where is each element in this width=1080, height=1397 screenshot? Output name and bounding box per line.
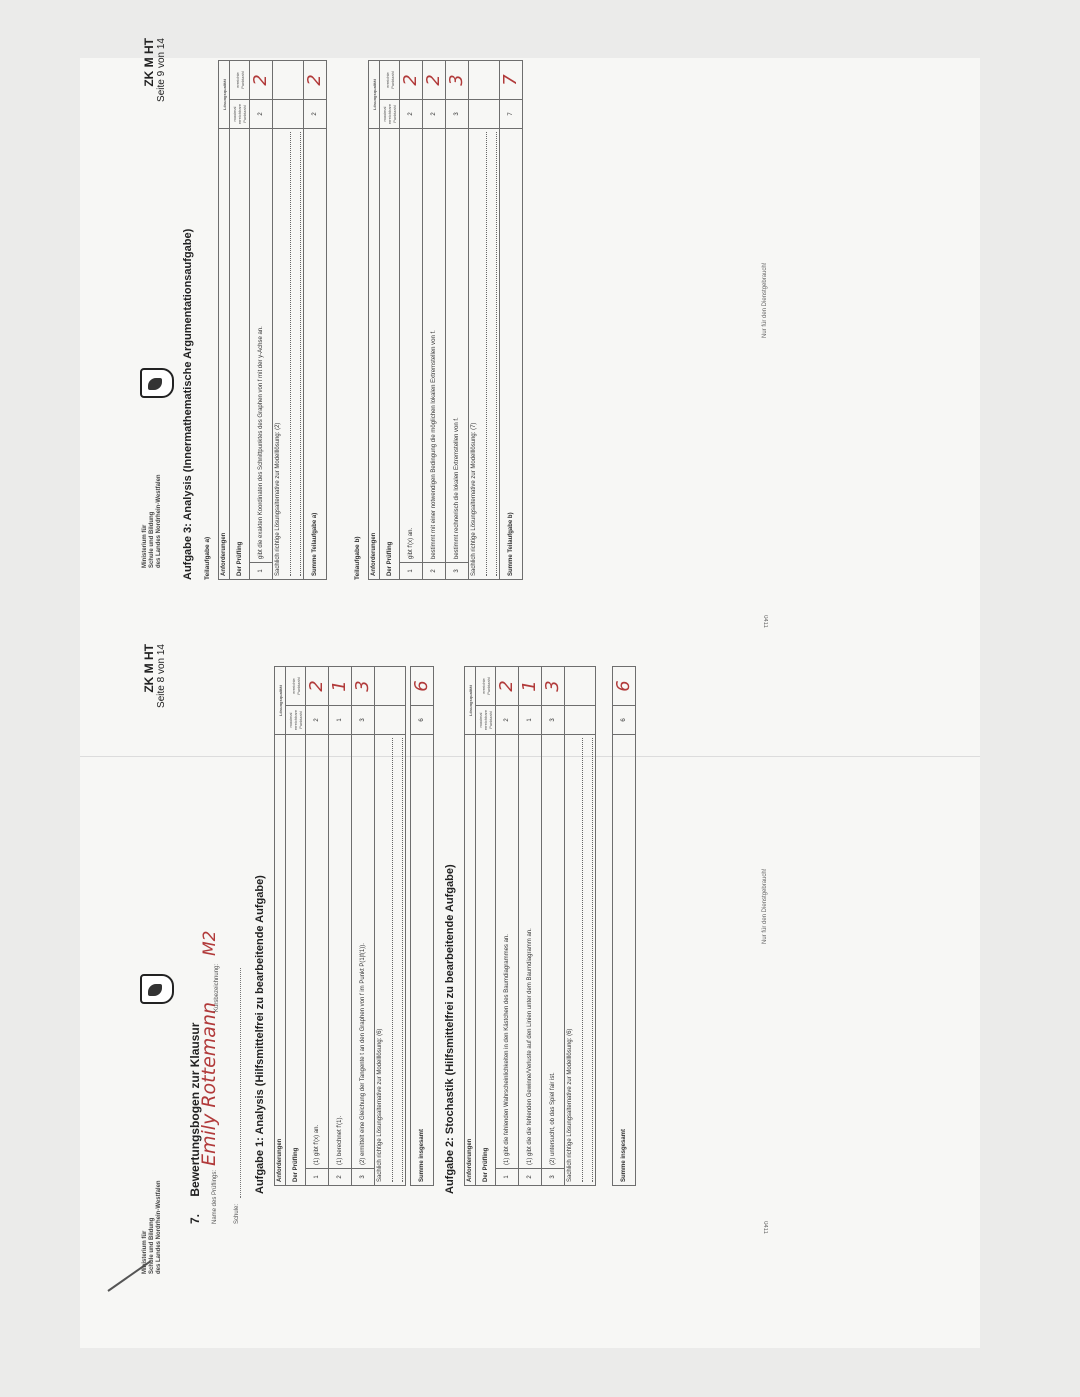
row-max-points: 3 xyxy=(352,706,375,735)
row-max-points: 3 xyxy=(446,100,469,129)
ministry-line: des Landes Nordrhein-Westfalen xyxy=(156,1180,162,1274)
col-header-requirements: Anforderungen xyxy=(465,735,476,1186)
col-header-max: maximal erreichbare Punktzahl xyxy=(230,100,250,129)
course-handwritten: M2 xyxy=(200,930,220,956)
ministry-header xyxy=(142,474,163,568)
col-header-candidate: Der Prüfling xyxy=(476,735,496,1186)
col-header-max: maximal erreichbare Punktzahl xyxy=(286,706,306,735)
row-max-points: 2 xyxy=(250,100,273,129)
row-max-points: 2 xyxy=(496,706,519,735)
sum-achieved-handwritten: 7 xyxy=(500,61,523,100)
exam-code-text: ZK M HT xyxy=(142,644,156,693)
ministry-line: Ministerium für xyxy=(142,524,148,568)
row-achieved-handwritten: 3 xyxy=(542,667,565,706)
exam-code-text: ZK M HT xyxy=(142,38,156,87)
table-row xyxy=(496,667,519,1186)
page-9 xyxy=(142,28,1042,668)
part-b-table xyxy=(368,60,523,580)
row-achieved-handwritten: 1 xyxy=(329,667,352,706)
course-label: Kursbezeichnung: xyxy=(214,963,220,1012)
side-code: 0411 xyxy=(762,615,768,628)
col-header-requirements: Anforderungen xyxy=(219,129,230,580)
col-header-achieved: erreichte Punktzahl xyxy=(380,61,400,100)
table-row xyxy=(423,61,446,580)
sum-label: Summe Teilaufgabe b) xyxy=(500,129,523,580)
row-requirement: (2) untersucht, ob das Spiel fair ist. xyxy=(542,735,565,1169)
ministry-line: des Landes Nordrhein-Westfalen xyxy=(156,474,162,568)
page-8 xyxy=(142,634,1042,1274)
row-max-points: 2 xyxy=(306,706,329,735)
row-number: 2 xyxy=(329,1169,352,1186)
row-achieved-handwritten: 2 xyxy=(306,667,329,706)
col-header-quality: Lösungsqualität xyxy=(465,667,476,735)
row-achieved-handwritten: 2 xyxy=(400,61,423,100)
footer-note: Nur für den Dienstgebrauch! xyxy=(762,868,768,944)
school-label: Schule: xyxy=(234,1203,240,1224)
sum-label: Summe insgesamt xyxy=(613,735,636,1186)
name-label: Name des Prüflings: xyxy=(212,1169,218,1224)
row-number: 1 xyxy=(400,563,423,580)
col-header-requirements: Anforderungen xyxy=(275,735,286,1186)
row-max-points: 1 xyxy=(329,706,352,735)
table-row xyxy=(352,667,375,1186)
heading-text: Bewertungsbogen zur Klausur xyxy=(188,1022,202,1197)
col-header-max: maximal erreichbare Punktzahl xyxy=(380,100,400,129)
alt-solution-cell xyxy=(469,129,500,580)
alt-solution-text: Sachlich richtige Lösungsalternative zur Modelllösung: (7) xyxy=(471,422,477,576)
ministry-line: Schule und Bildung xyxy=(149,511,155,568)
col-header-achieved: erreichte Punktzahl xyxy=(476,667,496,706)
row-number: 3 xyxy=(352,1169,375,1186)
school-line xyxy=(240,968,241,1198)
row-achieved-handwritten: 2 xyxy=(250,61,273,100)
row-achieved-handwritten: 3 xyxy=(446,61,469,100)
ministry-header xyxy=(142,1180,163,1274)
sum-achieved-handwritten: 6 xyxy=(613,667,636,706)
ministry-line: Schule und Bildung xyxy=(149,1217,155,1274)
row-requirement: (1) gibt die die fehlenden Gewinne/Verluste auf den Linien unter dem Baumdiagramm an. xyxy=(519,735,542,1169)
row-max-points: 1 xyxy=(519,706,542,735)
row-achieved-handwritten: 2 xyxy=(496,667,519,706)
row-max-points: 3 xyxy=(542,706,565,735)
col-header-candidate: Der Prüfling xyxy=(286,735,306,1186)
page-number: Seite 9 von 14 xyxy=(156,38,167,102)
row-requirement: (1) gibt die fehlenden Wahrscheinlichkeiten in den Kästchen des Baumdiagrammes an. xyxy=(496,735,519,1169)
heading-number: 7. xyxy=(188,1213,202,1224)
page-number: Seite 8 von 14 xyxy=(156,644,167,708)
task1-title: Aufgabe 1: Analysis (Hilfsmittelfrei zu bearbeitende Aufgabe) xyxy=(254,875,266,1194)
alt-solution-cell xyxy=(565,735,596,1186)
alt-solution-cell xyxy=(375,735,406,1186)
row-max-points: 2 xyxy=(400,100,423,129)
table-row xyxy=(446,61,469,580)
task3-title: Aufgabe 3: Analysis (Innermathematische Argumentationsaufgabe) xyxy=(182,228,194,580)
row-achieved-handwritten: 1 xyxy=(519,667,542,706)
task2-sum-table xyxy=(612,666,636,1186)
col-header-requirements: Anforderungen xyxy=(369,129,380,580)
part-a-label: Teilaufgabe a) xyxy=(204,536,211,580)
row-max-points: 2 xyxy=(423,100,446,129)
sum-achieved-handwritten: 2 xyxy=(304,61,327,100)
col-header-quality: Lösungsqualität xyxy=(275,667,286,735)
row-requirement: bestimmt rechnerisch die lokalen Extremstellen von f. xyxy=(446,129,469,563)
part-b-label: Teilaufgabe b) xyxy=(354,536,361,580)
task2-table xyxy=(464,666,596,1186)
table-row xyxy=(329,667,352,1186)
col-header-quality: Lösungsqualität xyxy=(369,61,380,129)
ministry-line: Ministerium für xyxy=(142,1230,148,1274)
row-number: 1 xyxy=(306,1169,329,1186)
task1-table xyxy=(274,666,406,1186)
sum-label: Summe insgesamt xyxy=(411,735,434,1186)
col-header-achieved: erreichte Punktzahl xyxy=(286,667,306,706)
task1-sum-table xyxy=(410,666,434,1186)
exam-code xyxy=(142,38,167,102)
alt-solution-cell xyxy=(273,129,304,580)
row-achieved-handwritten: 2 xyxy=(423,61,446,100)
side-code: 0411 xyxy=(762,1221,768,1234)
table-row xyxy=(400,61,423,580)
footer-note: Nur für den Dienstgebrauch! xyxy=(762,262,768,338)
nrw-crest-icon xyxy=(140,974,174,1004)
table-row xyxy=(542,667,565,1186)
row-number: 1 xyxy=(496,1169,519,1186)
table-row xyxy=(519,667,542,1186)
nrw-crest-icon xyxy=(140,368,174,398)
row-number: 3 xyxy=(542,1169,565,1186)
row-requirement: (1) gibt f'(x) an. xyxy=(306,735,329,1169)
col-header-candidate: Der Prüfling xyxy=(380,129,400,580)
sum-label: Summe Teilaufgabe a) xyxy=(304,129,327,580)
sum-max: 6 xyxy=(613,706,636,735)
alt-solution-text: Sachlich richtige Lösungsalternative zur Modelllösung: (2) xyxy=(275,422,281,576)
row-number: 3 xyxy=(446,563,469,580)
part-a-table xyxy=(218,60,327,580)
row-number: 2 xyxy=(423,563,446,580)
row-achieved-handwritten: 3 xyxy=(352,667,375,706)
sum-max: 2 xyxy=(304,100,327,129)
sum-achieved-handwritten: 6 xyxy=(411,667,434,706)
col-header-achieved: erreichte Punktzahl xyxy=(230,61,250,100)
table-row xyxy=(306,667,329,1186)
alt-solution-text: Sachlich richtige Lösungsalternative zur Modelllösung: (6) xyxy=(377,1028,383,1182)
col-header-max: maximal erreichbare Punktzahl xyxy=(476,706,496,735)
task2-title: Aufgabe 2: Stochastik (Hilfsmittelfrei zu bearbeitende Aufgabe) xyxy=(444,864,456,1194)
col-header-quality: Lösungsqualität xyxy=(219,61,230,129)
alt-solution-text: Sachlich richtige Lösungsalternative zur Modelllösung: (6) xyxy=(567,1028,573,1182)
row-requirement: gibt f'(x) an. xyxy=(400,129,423,563)
row-requirement: (1) berechnet f'(1). xyxy=(329,735,352,1169)
sum-max: 6 xyxy=(411,706,434,735)
row-number: 1 xyxy=(250,563,273,580)
col-header-candidate: Der Prüfling xyxy=(230,129,250,580)
row-requirement: (2) ermittelt eine Gleichung der Tangente t an den Graphen von f im Punkt P(1|f(1)). xyxy=(352,735,375,1169)
row-number: 2 xyxy=(519,1169,542,1186)
row-requirement: bestimmt mit einer notwendigen Bedingung die möglichen lokalen Extremstellen von f. xyxy=(423,129,446,563)
student-name-handwritten: Emily Rottemann xyxy=(198,1001,220,1166)
table-row xyxy=(250,61,273,580)
sum-max: 7 xyxy=(500,100,523,129)
row-requirement: gibt die exakten Koordinaten des Schnittpunktes des Graphen von f mit der y-Achse an. xyxy=(250,129,273,563)
